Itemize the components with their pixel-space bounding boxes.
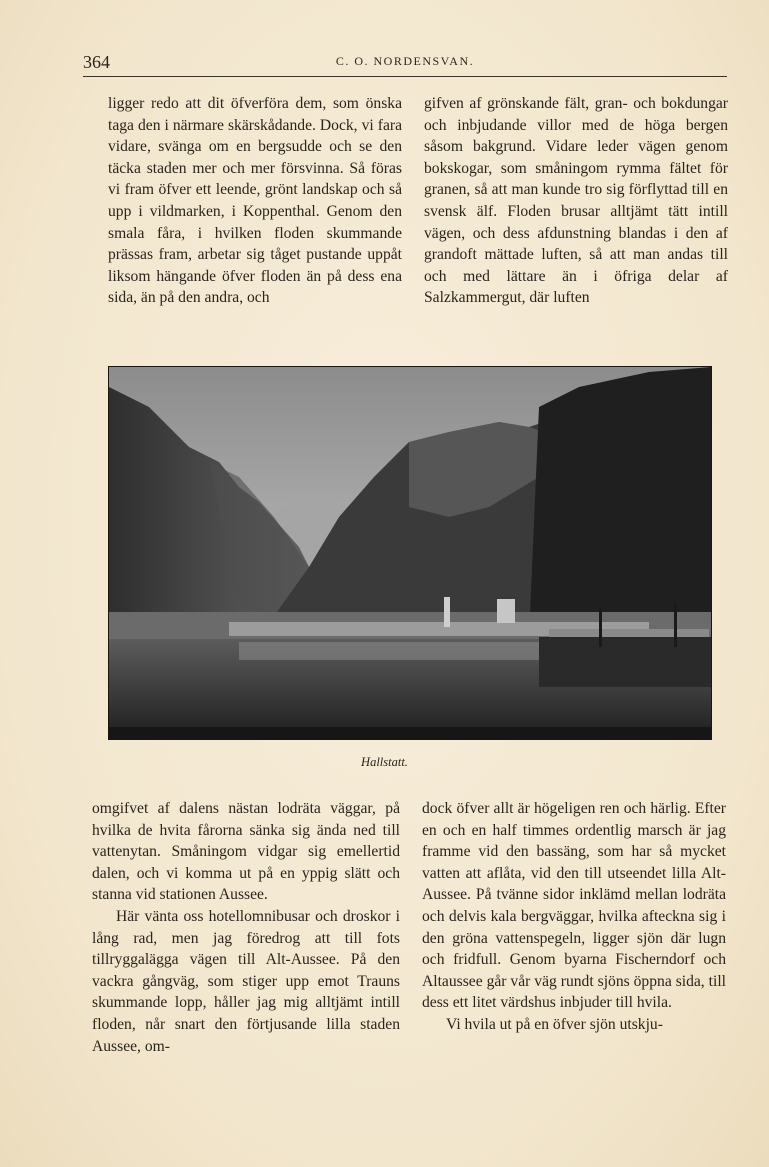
paragraph: ligger redo att dit öfverföra dem, som önska taga den i närmare skärskådande. Dock, vi fara vidare, svänga om en bergsudde och se den täcka staden mer och mer försvinna. Så föras vi fram öfver ett leende, grönt landskap och så upp i vildmarken, i Koppenthal. Genom den smala fåra, i hvilken floden skummande prässas fram, arbetar sig tåget pustande uppåt liksom hängande öfver floden än på dess ena sida, än på den andra, och [108,95,402,307]
paragraph: Här vänta oss hotellomnibusar och droskor i lång rad, men jag föredrog att till fots tillryggalägga vägen till Alt-Aussee. På den vackra gångväg, som stiger upp emot Trauns skummande lopp, håller jag mig alltjämt intill floden, når snart den förtjusande lilla staden Aussee, om- [92,907,400,1055]
paragraph: Vi hvila ut på en öfver sjön utskju- [446,1015,663,1033]
running-head: C. O. NORDENSVAN. [335,54,475,68]
figure-caption: Hallstatt. [361,755,408,769]
page-header [83,48,727,77]
hallstatt-photograph [108,366,712,740]
text-column-bottom-right [422,798,726,1036]
text-column-top-right [424,93,728,309]
paragraph: dock öfver allt är högeligen ren och härlig. Efter en och en half timmes ordentlig marsch är jag framme vid den bassäng, som har så mycket vatten att aflåta, vid den till utseendet lilla Alt-Aussee. På tvänne sidor inklämd mellan lodräta och delvis kala bergväggar, hvilka afteckna sig i den gröna vattenspegeln, ligger sjön där lugn och fridfull. Genom byarna Fischerndorf och Altaussee går vår väg rundt sjöns öppna sida, till dess ett litet värdshus inbjuder till hvila. [422,800,726,1012]
paragraph: omgifvet af dalens nästan lodräta väggar, på hvilka de hvita fårorna sänka sig ända ned till vattenytan. Småningom vidgar sig emellertid dalen, och vi komma ut på en yppig slätt och stanna vid stationen Aussee. [92,800,400,904]
page-number: 364 [83,52,110,72]
text-column-bottom-left [92,798,400,1057]
paragraph: gifven af grönskande fält, gran- och bokdungar och inbjudande villor med de höga bergen såsom bakgrund. Vidare leder vägen genom bokskogar, som småningom rymma fältet för granen, så att man kunde tro sig förflyttad till en svensk älf. Floden brusar alltjämt tätt intill vägen, och dess afdunstning blandas i den af grandoft mättade luften, så att man andas till och med lättare än i öfriga delar af Salzkammergut, där luften [424,95,728,307]
text-column-top-left [108,93,402,309]
